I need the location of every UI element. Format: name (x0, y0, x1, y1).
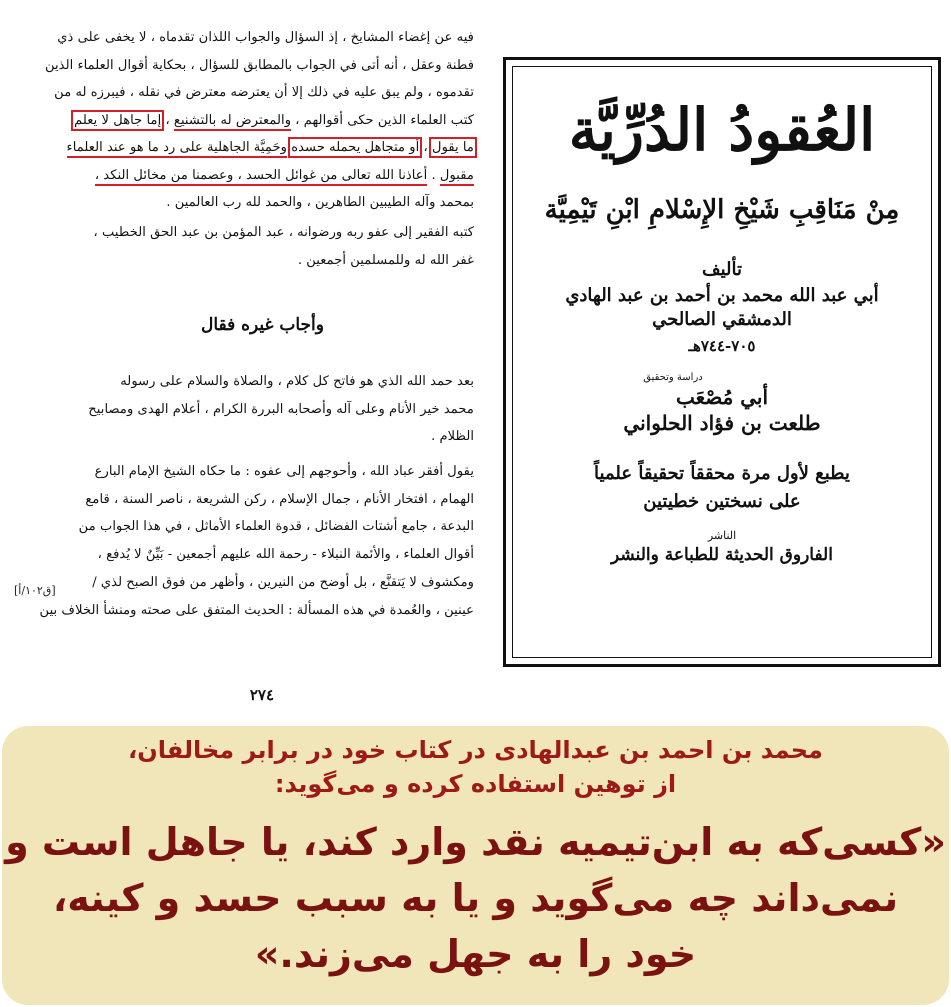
book-line: فطنة وعقل ، أنه أتى في الجواب بالمطابق للسؤال ، بحكاية أقوال العلماء الذين (44, 58, 474, 73)
book-cover-frame (512, 66, 932, 658)
underlined-phrase-audhana: أعاذنا الله تعالى من غوائل الحسد ، وعصمنا من مخائل النكد ، (95, 168, 427, 186)
book-line: البدعة ، جامع أشتات الفضائل ، قدوة العلماء الأماثل ، في هذا الجواب من (78, 519, 474, 534)
cover-dates: ٧٠٥-٧٤٤هـ (688, 337, 756, 355)
cover-author-nisba: الدمشقي الصالحي (652, 309, 792, 330)
book-line: أقوال العلماء ، والأئمة النبلاء - رحمة الله عليهم أجمعين - بَيِّنٌ لا يُدفع ، (97, 547, 474, 562)
caption-intro: محمد بن احمد بن عبدالهادی در کتاب خود در برابر مخالفان، (128, 736, 823, 764)
book-line: كتبه الفقير إلى عفو ربه ورضوانه ، عبد المؤمن بن عبد الحق الخطيب ، (93, 225, 474, 240)
book-line-highlighted (14, 166, 474, 186)
book-line-text: كتب العلماء الذين حكى أقوالهم ، (291, 113, 474, 128)
book-line-text: ، (161, 113, 174, 128)
book-line: الهمام ، افتخار الأنام ، جمال الإسلام ، ركن الشريعة ، ناصر السنة ، قامع (85, 492, 474, 507)
book-page-scan (14, 10, 474, 704)
caption-panel (2, 726, 949, 1005)
book-line: يقول أفقر عباد الله ، وأحوجهم إلى عفوه : ما حكاه الشيخ الإمام البارع (94, 464, 474, 479)
book-line-highlighted (14, 111, 474, 131)
underlined-phrase-maqbul: مقبول (440, 168, 474, 186)
cover-edition-note: على نسختين خطيتين (643, 491, 801, 512)
cover-title: العُقودُ الدُرِّيَّة (568, 96, 876, 164)
caption-quote: خود را به جهل می‌زند.» (254, 932, 697, 976)
underlined-phrase-mutarid: والمعترض له بالتشنيع (174, 113, 291, 131)
book-line: عينين ، والعُمدة في هذه المسألة : الحديث المتفق على صحته ومنشأ الخلاف بين (39, 603, 474, 618)
cover-editor-name: طلعت بن فؤاد الحلواني (623, 411, 821, 435)
book-line: تقدموه ، ولم يبق عليه في ذلك إلا أن يعترضه معترض في نقله ، فيبرزه له من (54, 85, 474, 100)
boxed-phrase-jahil: إما جاهل لا يعلم (74, 113, 162, 128)
cover-author-name: أبي عبد الله محمد بن أحمد بن عبد الهادي (565, 285, 879, 306)
book-line-highlighted (14, 138, 474, 158)
cover-author-label: تأليف (701, 259, 743, 280)
book-line: الظلام . (431, 429, 474, 444)
book-line: محمد خير الأنام وعلى آله وأصحابه البررة الكرام ، أعلام الهدى ومصابيح (88, 402, 474, 417)
caption-quote: «کسی‌که به ابن‌تیمیه نقد وارد کند، یا جاهل است و (5, 820, 946, 864)
caption-intro: از توهین استفاده کرده و می‌گوید: (274, 770, 677, 798)
book-line-text: ، (419, 140, 432, 155)
book-cover (503, 57, 941, 667)
book-line: غفر الله له وللمسلمين أجمعين . (297, 253, 474, 268)
boxed-phrase-ma-yaqul: ما يقول (431, 140, 474, 155)
book-line: بعد حمد الله الذي هو فاتح كل كلام ، والصلاة والسلام على رسوله (120, 374, 474, 389)
caption-quote: نمی‌داند چه می‌گوید و یا به سبب حسد و کینه، (52, 876, 899, 920)
underlined-phrase-hamiyya: وحَمِيَّة الجاهلية على رد ما هو عند العلماء (67, 140, 287, 158)
cover-edition-note: يطبع لأول مرة محققاً تحقيقاً علمياً (594, 463, 850, 484)
cover-subtitle: مِنْ مَنَاقِبِ شَيْخِ الإِسْلامِ ابْنِ تَيْمِيَّة (544, 195, 900, 225)
cover-publisher-label: الناشر (707, 529, 737, 542)
boxed-phrase-hasad: أو متجاهل يحمله حسده (291, 140, 420, 155)
cover-publisher: الفاروق الحديثة للطباعة والنشر (611, 545, 833, 565)
section-heading: وأجاب غيره فقال (200, 315, 324, 335)
cover-editor-label: دراسة وتحقيق (643, 372, 703, 383)
book-line: ومكشوف لا يَتقنَّع ، بل أوضح من النيرين ، وأظهر من فوق الصبح لذي / (92, 575, 474, 590)
page-number: ٢٧٤ (249, 686, 274, 704)
book-line: فيه عن إغضاء المشايخ ، إذ السؤال والجواب اللذان تقدماه ، لا يخفى على ذي (57, 30, 474, 45)
book-line-text: . (427, 168, 440, 183)
folio-marker: [ق١٠٢/أ] (14, 584, 56, 597)
cover-editor-kunya: أبي مُصْعَب (675, 385, 769, 409)
book-line: بمحمد وآله الطيبين الطاهرين ، والحمد لله رب العالمين . (166, 195, 474, 210)
